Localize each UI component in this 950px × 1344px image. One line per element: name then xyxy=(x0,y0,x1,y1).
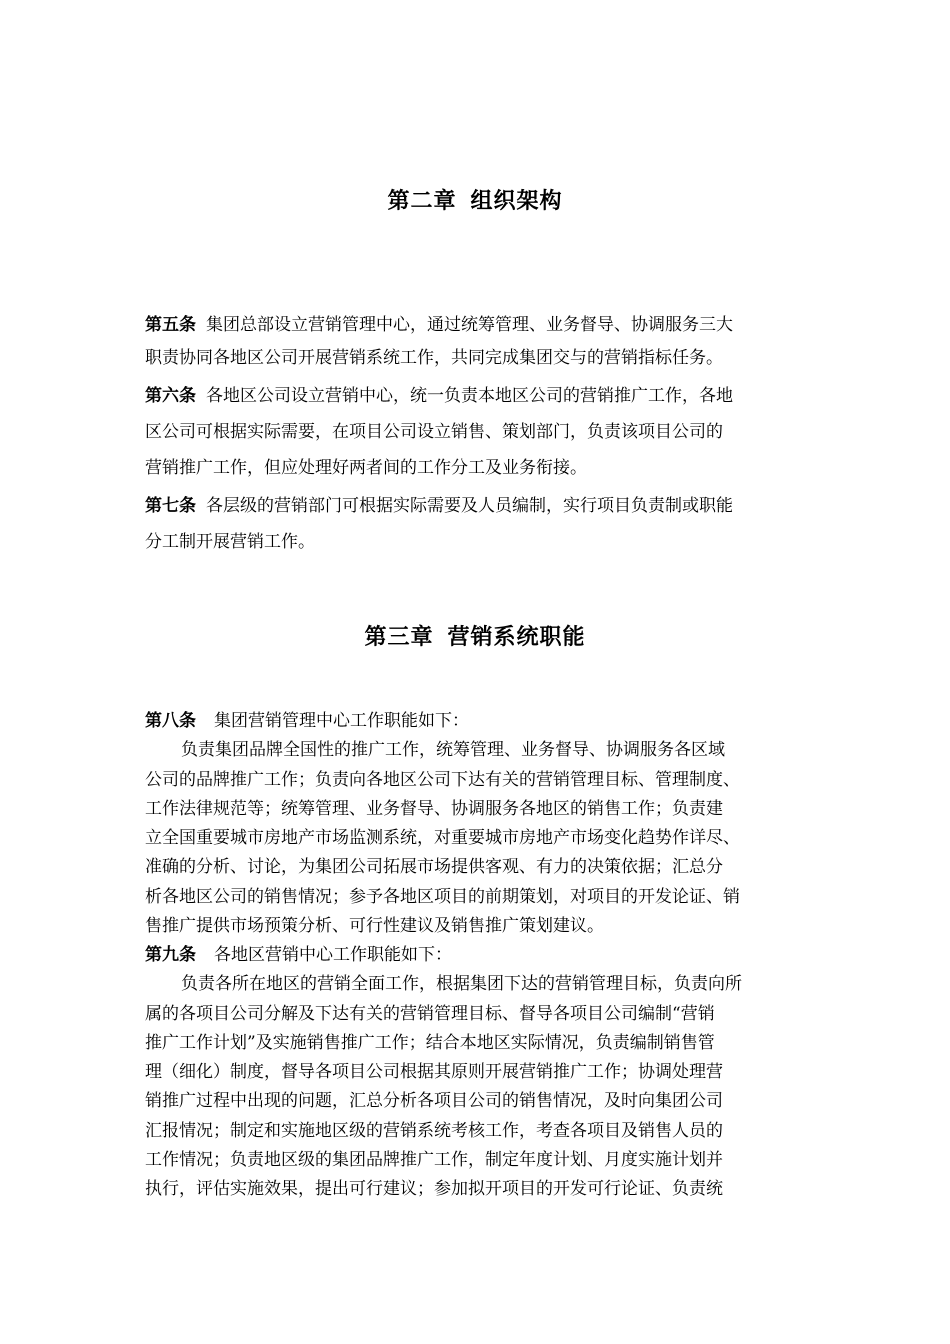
article-8-label: 第八条 xyxy=(145,711,196,731)
article-8-line: 售推广提供市场预策分析、可行性建议及销售推广策划建议。 xyxy=(145,916,604,937)
article-6-line: 各地区公司设立营销中心，统一负责本地区公司的营销推广工作，各地 xyxy=(206,386,733,406)
article-6-line: 区公司可根据实际需要，在项目公司设立销售、策划部门，负责该项目公司的 xyxy=(145,422,723,442)
article-9-intro: 各地区营销中心工作职能如下： xyxy=(214,945,452,965)
article-9-line: 推广工作计划”及实施销售推广工作；结合本地区实际情况，负责编制销售管 xyxy=(145,1032,715,1053)
article-9-line: 属的各项目公司分解及下达有关的营销管理目标、督导各项目公司编制“营销 xyxy=(145,1003,715,1024)
article-5-label: 第五条 xyxy=(145,315,196,335)
article-8-intro: 集团营销管理中心工作职能如下： xyxy=(214,711,469,731)
article-8-line: 公司的品牌推广工作；负责向各地区公司下达有关的营销管理目标、管理制度、 xyxy=(145,769,740,790)
article-9-line: 执行，评估实施效果，提出可行建议；参加拟开项目的开发可行论证、负责统 xyxy=(145,1179,723,1200)
chapter-3-number: 第三章 xyxy=(364,625,434,650)
chapter-2-name: 组织架构 xyxy=(470,189,563,214)
article-8-line: 立全国重要城市房地产市场监测系统，对重要城市房地产市场变化趋势作详尽、 xyxy=(145,828,740,849)
article-9-line: 负责各所在地区的营销全面工作，根据集团下达的营销管理目标，负责向所 xyxy=(181,974,742,995)
chapter-3-name: 营销系统职能 xyxy=(447,625,586,650)
chapter-2-title xyxy=(0,184,950,215)
chapter-2-number: 第二章 xyxy=(387,189,457,214)
article-7 xyxy=(145,488,810,560)
article-8-line: 工作法律规范等；统筹管理、业务督导、协调服务各地区的销售工作；负责建 xyxy=(145,798,723,819)
article-6-label: 第六条 xyxy=(145,386,196,406)
article-8 xyxy=(145,707,810,941)
article-6-line: 营销推广工作，但应处理好两者间的工作分工及业务衔接。 xyxy=(145,458,587,478)
article-6 xyxy=(145,378,810,486)
article-9-line: 理（细化）制度，督导各项目公司根据其原则开展营销推广工作；协调处理营 xyxy=(145,1062,723,1083)
article-5-line: 职责协同各地区公司开展营销系统工作，共同完成集团交与的营销指标任务。 xyxy=(145,348,723,368)
article-9 xyxy=(145,941,810,1205)
article-5 xyxy=(145,309,810,375)
article-9-line: 销推广过程中出现的问题，汇总分析各项目公司的销售情况，及时向集团公司 xyxy=(145,1091,723,1112)
article-9-line: 工作情况；负责地区级的集团品牌推广工作，制定年度计划、月度实施计划并 xyxy=(145,1150,723,1171)
article-7-line: 分工制开展营销工作。 xyxy=(145,532,315,552)
article-7-label: 第七条 xyxy=(145,496,196,516)
article-5-line: 集团总部设立营销管理中心，通过统筹管理、业务督导、协调服务三大 xyxy=(206,315,733,335)
article-8-line: 准确的分析、讨论，为集团公司拓展市场提供客观、有力的决策依据；汇总分 xyxy=(145,857,723,878)
article-8-line: 负责集团品牌全国性的推广工作，统筹管理、业务督导、协调服务各区域 xyxy=(181,740,725,761)
article-9-line: 汇报情况；制定和实施地区级的营销系统考核工作，考查各项目及销售人员的 xyxy=(145,1120,723,1141)
article-7-line: 各层级的营销部门可根据实际需要及人员编制，实行项目负责制或职能 xyxy=(206,496,733,516)
article-8-line: 析各地区公司的销售情况；参予各地区项目的前期策划，对项目的开发论证、销 xyxy=(145,886,740,907)
article-9-label: 第九条 xyxy=(145,945,196,965)
chapter-3-title xyxy=(0,620,950,651)
